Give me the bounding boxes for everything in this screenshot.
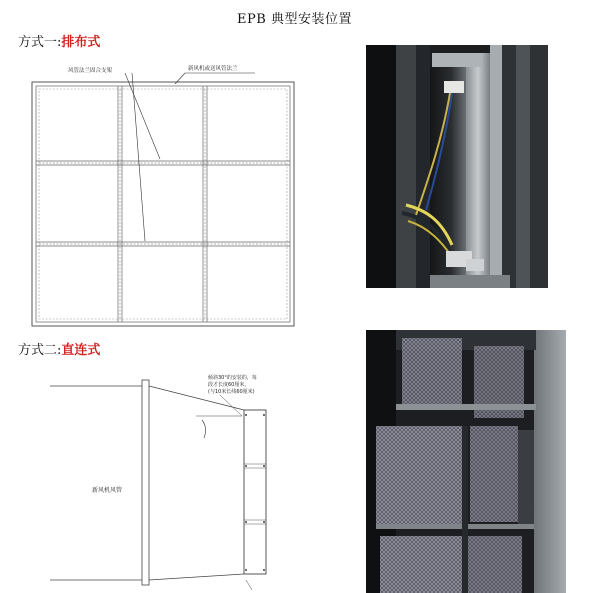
installed-epb-wiring-photo <box>366 45 548 288</box>
vertical-rails <box>118 86 207 322</box>
horizontal-rails <box>36 161 290 246</box>
outer-frame <box>32 82 294 326</box>
page-title: EPB 典型安装位置 <box>237 12 352 27</box>
slanted-bottom-edge <box>149 574 244 580</box>
direct-connected-filter-photo <box>366 330 566 593</box>
callout-right-label: 新风机或送风管法兰 <box>188 66 238 72</box>
note-line-1: 倾斜30°的安装的，每 <box>208 375 257 381</box>
method-two-prefix: 方式二: <box>18 343 62 358</box>
inner-frame <box>36 86 290 322</box>
method-two-name: 直连式 <box>61 343 101 358</box>
note-line-3: (与10米长线60厘米) <box>208 389 255 395</box>
method-one-heading <box>18 31 100 50</box>
duct-label: 新风机风管 <box>92 487 123 494</box>
method-one-prefix: 方式一: <box>18 35 62 50</box>
filter-stack <box>244 410 266 574</box>
leader-lines <box>125 73 255 241</box>
grid-layout-drawing <box>20 55 305 335</box>
angle-arc <box>202 420 206 438</box>
note-leader <box>220 395 242 416</box>
dashed-frame <box>39 89 287 319</box>
method-one-name: 排布式 <box>61 35 101 50</box>
note-line-2: 段才长度60厘米， <box>208 382 250 388</box>
duct-flange <box>142 380 149 585</box>
callout-left-label: 风管法兰固合支架 <box>68 68 113 74</box>
direct-connection-drawing <box>20 358 320 593</box>
method-two-heading <box>18 339 100 358</box>
